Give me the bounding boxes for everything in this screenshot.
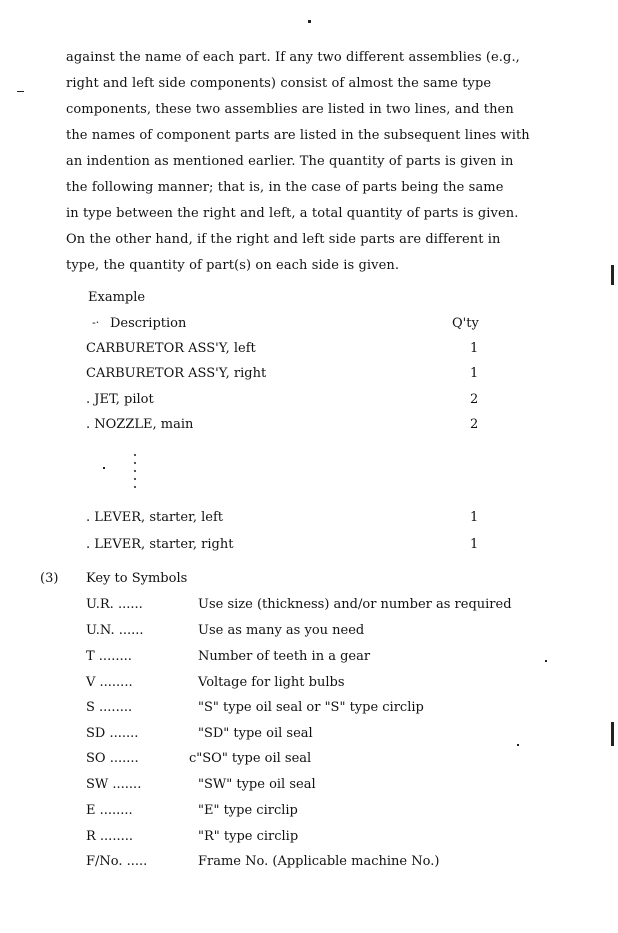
symbol-definition: "SW" type oil seal (198, 777, 316, 792)
example-row-qty: 2 (470, 392, 479, 407)
symbol-definition: Voltage for light bulbs (198, 675, 345, 690)
paragraph-line: an indention as mentioned earlier. The quantity of parts is given in (66, 154, 514, 169)
symbol-definition: c"SO" type oil seal (189, 751, 312, 766)
symbols-heading: Key to Symbols (86, 571, 188, 586)
example-row-desc: . LEVER, starter, right (86, 537, 234, 552)
symbol-definition: Use as many as you need (198, 623, 365, 638)
scan-speck (517, 744, 519, 746)
example-row-qty: 1 (470, 510, 479, 525)
scan-speck (103, 467, 105, 469)
scan-bar-right-lower (611, 722, 614, 746)
paragraph-line: against the name of each part. If any two different assemblies (e.g., (66, 50, 520, 65)
example-row-desc: . JET, pilot (86, 392, 154, 407)
symbol-definition: Use size (thickness) and/or number as required (198, 597, 512, 612)
vertical-ellipsis (134, 454, 136, 494)
symbol-key: S ........ (86, 700, 133, 715)
symbol-definition: Frame No. (Applicable machine No.) (198, 854, 440, 869)
example-row-desc: . NOZZLE, main (86, 417, 194, 432)
symbol-definition: "E" type circlip (198, 803, 298, 818)
section-number: (3) (40, 571, 59, 586)
qty-header: Q'ty (452, 316, 479, 331)
paragraph-line: the following manner; that is, in the case of parts being the same (66, 180, 504, 195)
symbol-key: R ........ (86, 829, 133, 844)
symbol-key: T ........ (86, 649, 132, 664)
description-header: Description (110, 316, 187, 331)
symbol-key: U.N. ...... (86, 623, 144, 638)
description-mark: -· (92, 316, 100, 329)
symbol-definition: Number of teeth in a gear (198, 649, 371, 664)
example-heading: Example (88, 290, 146, 305)
symbol-definition: "S" type oil seal or "S" type circlip (198, 700, 424, 715)
symbol-key: U.R. ...... (86, 597, 143, 612)
symbol-key: V ........ (86, 675, 133, 690)
symbol-key: SW ....... (86, 777, 142, 792)
example-row-desc: CARBURETOR ASS'Y, right (86, 366, 267, 381)
example-row-qty: 2 (470, 417, 479, 432)
scan-bar-right (611, 265, 614, 285)
paragraph-line: right and left side components) consist of almost the same type (66, 76, 492, 91)
paragraph-line: On the other hand, if the right and left side parts are different in (66, 232, 501, 247)
paragraph-line: type, the quantity of part(s) on each side is given. (66, 258, 400, 273)
scan-dash (17, 91, 24, 92)
scan-speck (545, 660, 547, 662)
example-row-qty: 1 (470, 341, 479, 356)
paragraph-line: in type between the right and left, a total quantity of parts is given. (66, 206, 519, 221)
symbol-definition: "SD" type oil seal (198, 726, 313, 741)
paragraph-line: components, these two assemblies are listed in two lines, and then (66, 102, 514, 117)
scan-speck (308, 20, 311, 23)
example-row-qty: 1 (470, 366, 479, 381)
symbol-key: E ........ (86, 803, 133, 818)
paragraph-line: the names of component parts are listed in the subsequent lines with (66, 128, 530, 143)
symbol-key: F/No. ..... (86, 854, 148, 869)
symbol-key: SD ....... (86, 726, 139, 741)
example-row-qty: 1 (470, 537, 479, 552)
example-row-desc: CARBURETOR ASS'Y, left (86, 341, 256, 356)
symbol-key: SO ....... (86, 751, 139, 766)
example-row-desc: . LEVER, starter, left (86, 510, 224, 525)
symbol-definition: "R" type circlip (198, 829, 299, 844)
